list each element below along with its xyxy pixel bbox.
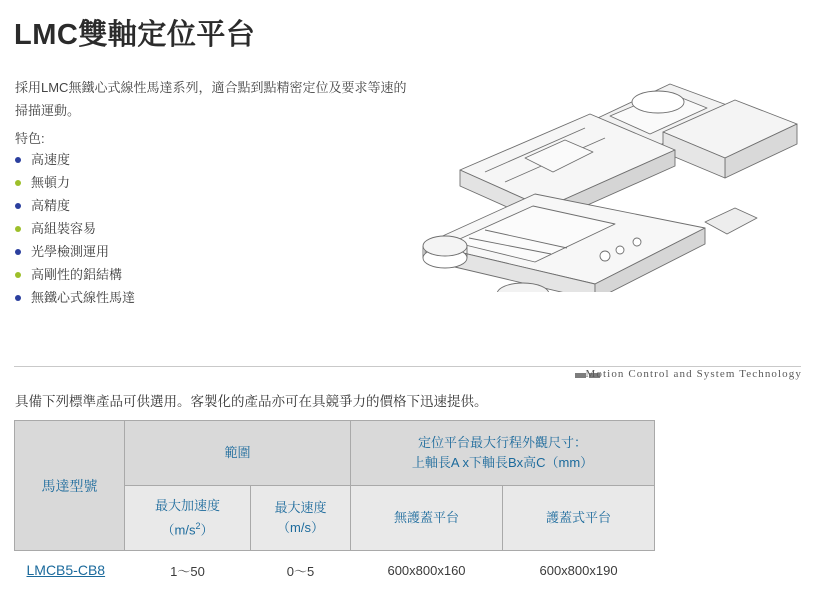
list-item [15, 240, 345, 263]
list-item-label: 無頓力 [31, 175, 71, 190]
accel-unit-prefix: （m/s [161, 522, 196, 538]
column-header-no-cover: 無護蓋平台 [351, 486, 503, 551]
dimensions-header-line1: 定位平台最大行程外觀尺寸： [418, 435, 588, 450]
speed-header-line2: （m/s） [277, 520, 324, 535]
list-item [15, 148, 345, 171]
list-item [15, 217, 345, 240]
dimensions-header-line2: 上軸長A x下軸長Bx高C（mm） [411, 455, 594, 470]
page-title: LMC雙軸定位平台 [14, 19, 256, 51]
list-item [15, 263, 345, 286]
features-label: 特色: [15, 131, 45, 146]
cell-cover: 600x800x190 [503, 551, 655, 590]
bullet-icon [15, 203, 21, 209]
column-header-accel [125, 486, 251, 551]
section-divider [14, 366, 801, 367]
cell-model[interactable]: LMCB5-CB8 [15, 551, 125, 590]
column-header-speed [251, 486, 351, 551]
intro-paragraph: 採用LMC無鐵心式線性馬達系列，適合點到點精密定位及要求等速的掃描運動。 [15, 80, 407, 118]
list-item-label: 高剛性的鋁結構 [31, 267, 123, 282]
list-item-label: 高速度 [31, 152, 71, 167]
bullet-icon [15, 272, 21, 278]
table-header-row [15, 421, 655, 486]
specification-table [14, 420, 655, 589]
column-header-model: 馬達型號 [15, 421, 125, 551]
cell-accel: 1～50 [125, 551, 251, 590]
accel-unit-exponent: 2 [195, 520, 201, 531]
column-header-range: 範圍 [125, 421, 351, 486]
cell-no-cover: 600x800x160 [351, 551, 503, 590]
list-item [15, 194, 345, 217]
company-tagline: Motion Control and System Technology [585, 368, 802, 380]
product-illustration [405, 62, 805, 292]
list-item-label: 無鐵心式線性馬達 [31, 290, 136, 305]
feature-list [15, 148, 345, 309]
list-item-label: 高組裝容易 [31, 221, 97, 236]
availability-note: 具備下列標準產品可供選用。客製化的產品亦可在具競爭力的價格下迅速提供。 [15, 394, 488, 409]
list-item [15, 171, 345, 194]
speed-header-line1: 最大速度 [274, 500, 327, 515]
list-item-label: 高精度 [31, 198, 71, 213]
bullet-icon [15, 249, 21, 255]
column-header-cover: 護蓋式平台 [503, 486, 655, 551]
bullet-icon [15, 226, 21, 232]
table-row [15, 551, 655, 590]
bullet-icon [15, 157, 21, 163]
accel-header-line1: 最大加速度 [154, 497, 220, 513]
list-item-label: 光學檢測運用 [31, 244, 110, 259]
cell-speed: 0～5 [251, 551, 351, 590]
list-item [15, 286, 345, 309]
bullet-icon [15, 180, 21, 186]
accel-header-line2 [127, 516, 248, 540]
column-header-dimensions [351, 421, 655, 486]
bullet-icon [15, 295, 21, 301]
accel-unit-suffix: ） [200, 522, 214, 538]
